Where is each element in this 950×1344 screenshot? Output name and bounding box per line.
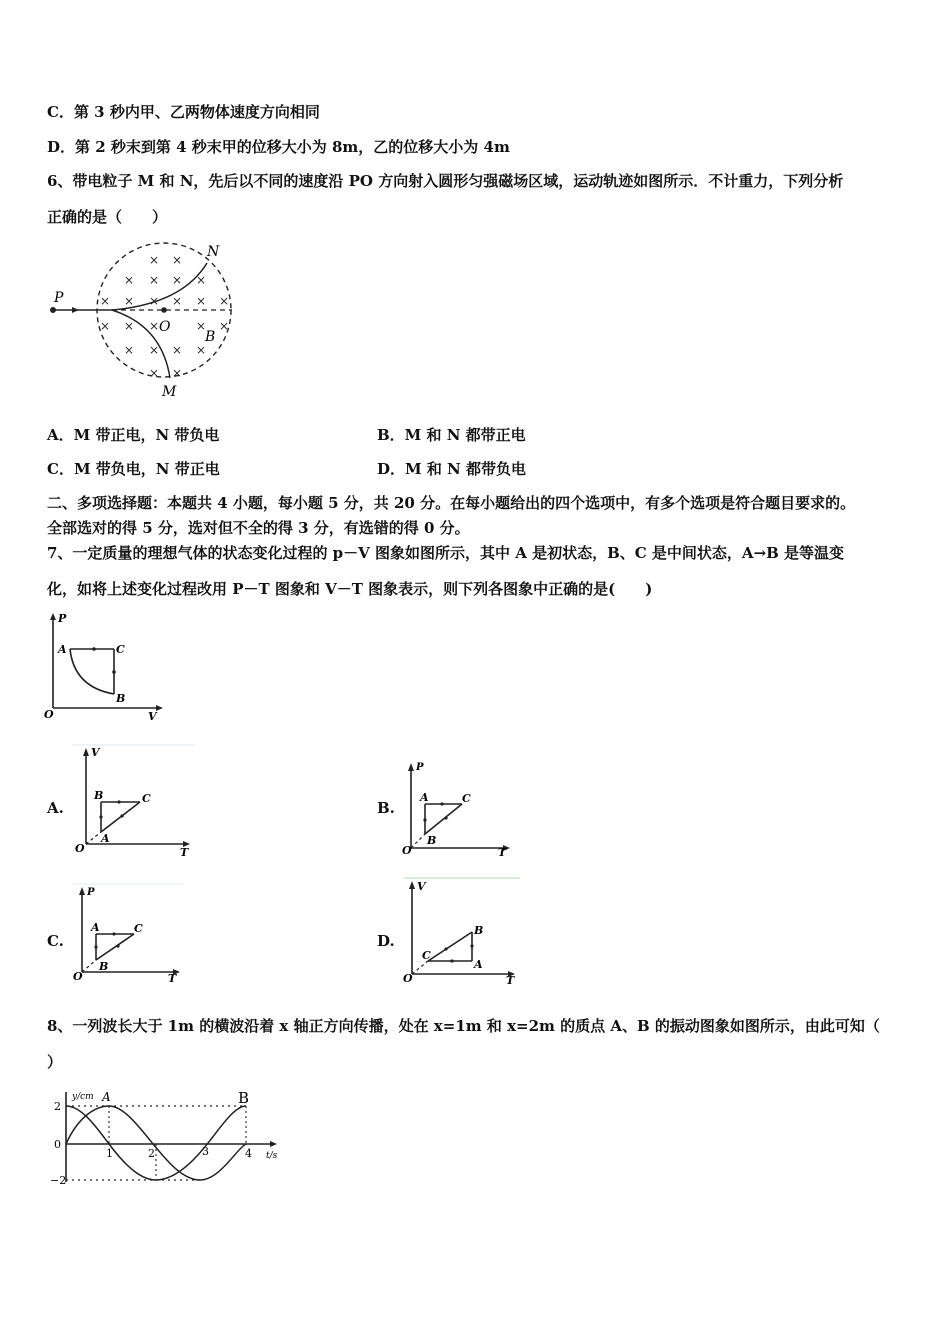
svg-text:C: C [116,643,125,656]
label-o: O [159,319,171,335]
svg-text:×: × [124,294,135,308]
svg-text:B: B [427,834,437,847]
section2-line1: 二、多项选择题：本题共 4 小题，每小题 5 分，共 20 分。在每小题给出的四个选项中，有多个选项是符合题目要求的。 [47,494,856,512]
field-cross-marks [100,253,229,380]
label-p: P [54,290,64,306]
q7-option-d-label: D. [377,932,395,950]
svg-text:t/s: t/s [266,1151,278,1161]
q7-option-c-graph [72,882,187,982]
svg-text:C: C [422,949,431,962]
q7-option-b-label: B. [377,799,395,817]
svg-text:4: 4 [245,1147,252,1160]
svg-text:O: O [73,970,83,982]
q6-option-b: B．M 和 N 都带正电 [377,426,526,444]
svg-text:P: P [58,612,67,625]
svg-text:×: × [172,366,183,380]
svg-text:V: V [91,746,100,759]
label-m: M [162,384,177,400]
svg-text:1: 1 [106,1147,113,1160]
vibration-graph [42,1088,287,1188]
svg-text:×: × [149,319,160,333]
q8-stem-line1: 8、一列波长大于 1m 的横波沿着 x 轴正方向传播，处在 x=1m 和 x=2m 的质点 A、B 的振动图象如图所示，由此可知（ [47,1017,880,1035]
q6-option-c: C．M 带负电，N 带正电 [47,460,220,478]
q7-option-a-graph [72,744,197,856]
section2-line2: 全部选对的得 5 分，选对但不全的得 3 分，有选错的得 0 分。 [47,519,470,537]
q6-stem-line2: 正确的是（ ） [47,208,168,226]
curve-b [66,1106,246,1180]
svg-text:×: × [219,294,230,308]
svg-text:×: × [124,319,135,333]
label-b: B [205,329,216,345]
svg-text:O: O [403,972,413,984]
svg-text:2: 2 [54,1100,61,1113]
svg-text:×: × [100,319,111,333]
svg-text:×: × [196,294,207,308]
svg-text:B: B [99,960,109,973]
q7-option-d-graph [402,876,522,984]
svg-text:A: A [420,791,429,804]
q7-option-a-label: A. [47,799,64,817]
svg-text:O: O [44,708,54,721]
svg-text:B: B [116,692,126,705]
svg-text:×: × [149,366,160,380]
svg-text:O: O [75,842,85,855]
svg-text:A: A [474,958,483,971]
q7-stem-line1: 7、一定质量的理想气体的状态变化过程的 p－V 图象如图所示，其中 A 是初状态，B、C 是中间状态，A→B 是等温变 [47,544,845,562]
svg-text:C: C [134,922,143,935]
svg-text:V: V [417,880,426,893]
svg-text:0: 0 [54,1138,61,1151]
magnetic-field-diagram [42,236,242,402]
svg-text:×: × [172,343,183,357]
svg-text:T: T [506,974,515,984]
q8-stem-line2: ） [47,1053,63,1071]
svg-text:C: C [462,792,471,805]
svg-text:T: T [168,972,177,982]
svg-text:×: × [219,319,230,333]
svg-text:C: C [142,792,151,805]
pv-diagram [42,612,172,722]
svg-text:P: P [87,887,95,898]
svg-text:×: × [149,294,160,308]
q7-option-c-label: C. [47,932,64,950]
svg-text:P: P [416,762,424,773]
svg-text:×: × [172,253,183,267]
svg-text:×: × [149,343,160,357]
svg-text:×: × [172,294,183,308]
svg-text:×: × [100,294,111,308]
svg-text:A: A [58,643,67,656]
svg-text:×: × [149,273,160,287]
q7-option-b-graph [402,760,517,856]
svg-text:B: B [94,789,104,802]
svg-text:3: 3 [202,1145,209,1158]
svg-text:T: T [180,846,189,856]
svg-text:y/cm: y/cm [72,1092,94,1102]
q6-option-a: A．M 带正电，N 带负电 [47,426,220,444]
svg-text:A: A [102,1090,111,1104]
q6-stem-line1: 6、带电粒子 M 和 N，先后以不同的速度沿 PO 方向射入圆形匀强磁场区域，运动轨迹如图所示．不计重力，下列分析 [47,172,844,190]
q6-option-d: D．M 和 N 都带负电 [377,460,526,478]
svg-text:2: 2 [148,1147,155,1160]
label-n: N [207,244,220,260]
svg-text:×: × [196,273,207,287]
svg-text:×: × [196,343,207,357]
svg-text:×: × [172,273,183,287]
svg-text:×: × [196,319,207,333]
svg-text:O: O [402,844,412,856]
svg-text:A: A [91,921,100,934]
q5-option-d: D．第 2 秒末到第 4 秒末甲的位移大小为 8m，乙的位移大小为 4m [47,138,510,156]
svg-text:×: × [124,273,135,287]
q5-option-c: C．第 3 秒内甲、乙两物体速度方向相同 [47,103,320,121]
svg-text:A: A [101,832,110,845]
svg-text:×: × [149,253,160,267]
svg-text:B: B [238,1089,250,1107]
svg-text:T: T [498,846,507,856]
svg-text:V: V [148,710,157,722]
svg-text:×: × [124,343,135,357]
q7-stem-line2: 化，如将上述变化过程改用 P－T 图象和 V－T 图象表示，则下列各图象中正确的是( ) [47,580,653,598]
curve-a [66,1106,246,1180]
svg-text:B: B [474,924,484,937]
svg-text:−2: −2 [50,1174,67,1187]
